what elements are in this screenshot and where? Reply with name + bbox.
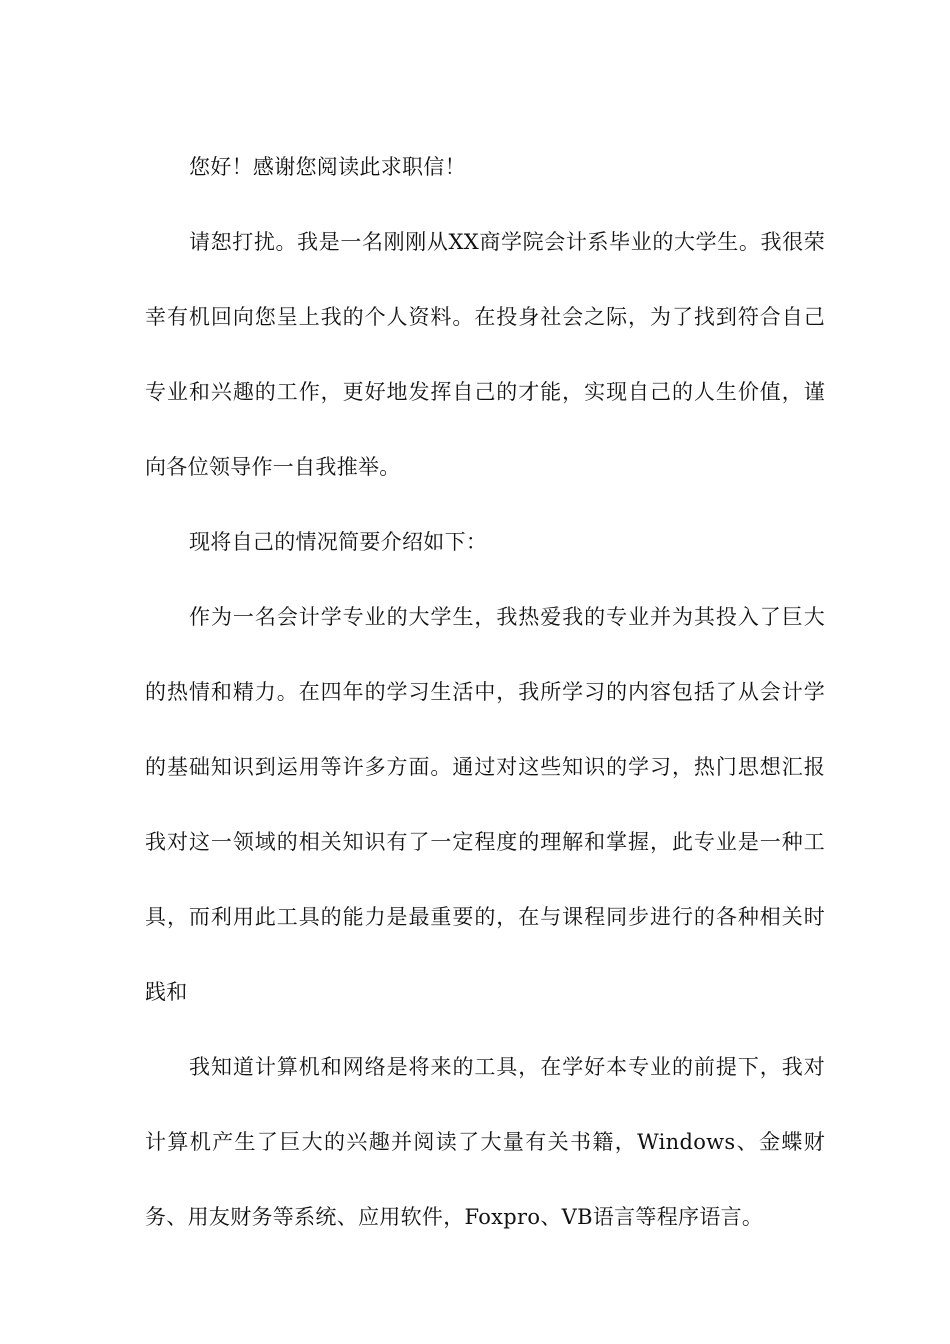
document-body [145, 130, 825, 1255]
paragraph-introduction: 请恕打扰。我是一名刚刚从XX商学院会计系毕业的大学生。我很荣幸有机回向您呈上我的个人资料。在投身社会之际，为了找到符合自己专业和兴趣的工作，更好地发挥自己的才能，实现自己的人生价值，谨向各位领导作一自我推举。 [145, 230, 825, 479]
paragraph-computer-skills: 我知道计算机和网络是将来的工具，在学好本专业的前提下，我对计算机产生了巨大的兴趣并阅读了大量有关书籍，Windows、金蝶财务、用友财务等系统、应用软件，Foxpro、VB语言等程序语言。 [145, 1055, 825, 1229]
paragraph-overview: 现将自己的情况简要介绍如下： [189, 530, 488, 554]
paragraph-major: 作为一名会计学专业的大学生，我热爱我的专业并为其投入了巨大的热情和精力。在四年的学习生活中，我所学习的内容包括了从会计学的基础知识到运用等许多方面。通过对这些知识的学习，热门思想汇报我对这一领域的相关知识有了一定程度的理解和掌握，此专业是一种工具，而利用此工具的能力是最重要的，在与课程同步进行的各种相关时践和 [145, 605, 825, 1004]
paragraph-greeting: 您好！感谢您阅读此求职信！ [189, 155, 466, 179]
